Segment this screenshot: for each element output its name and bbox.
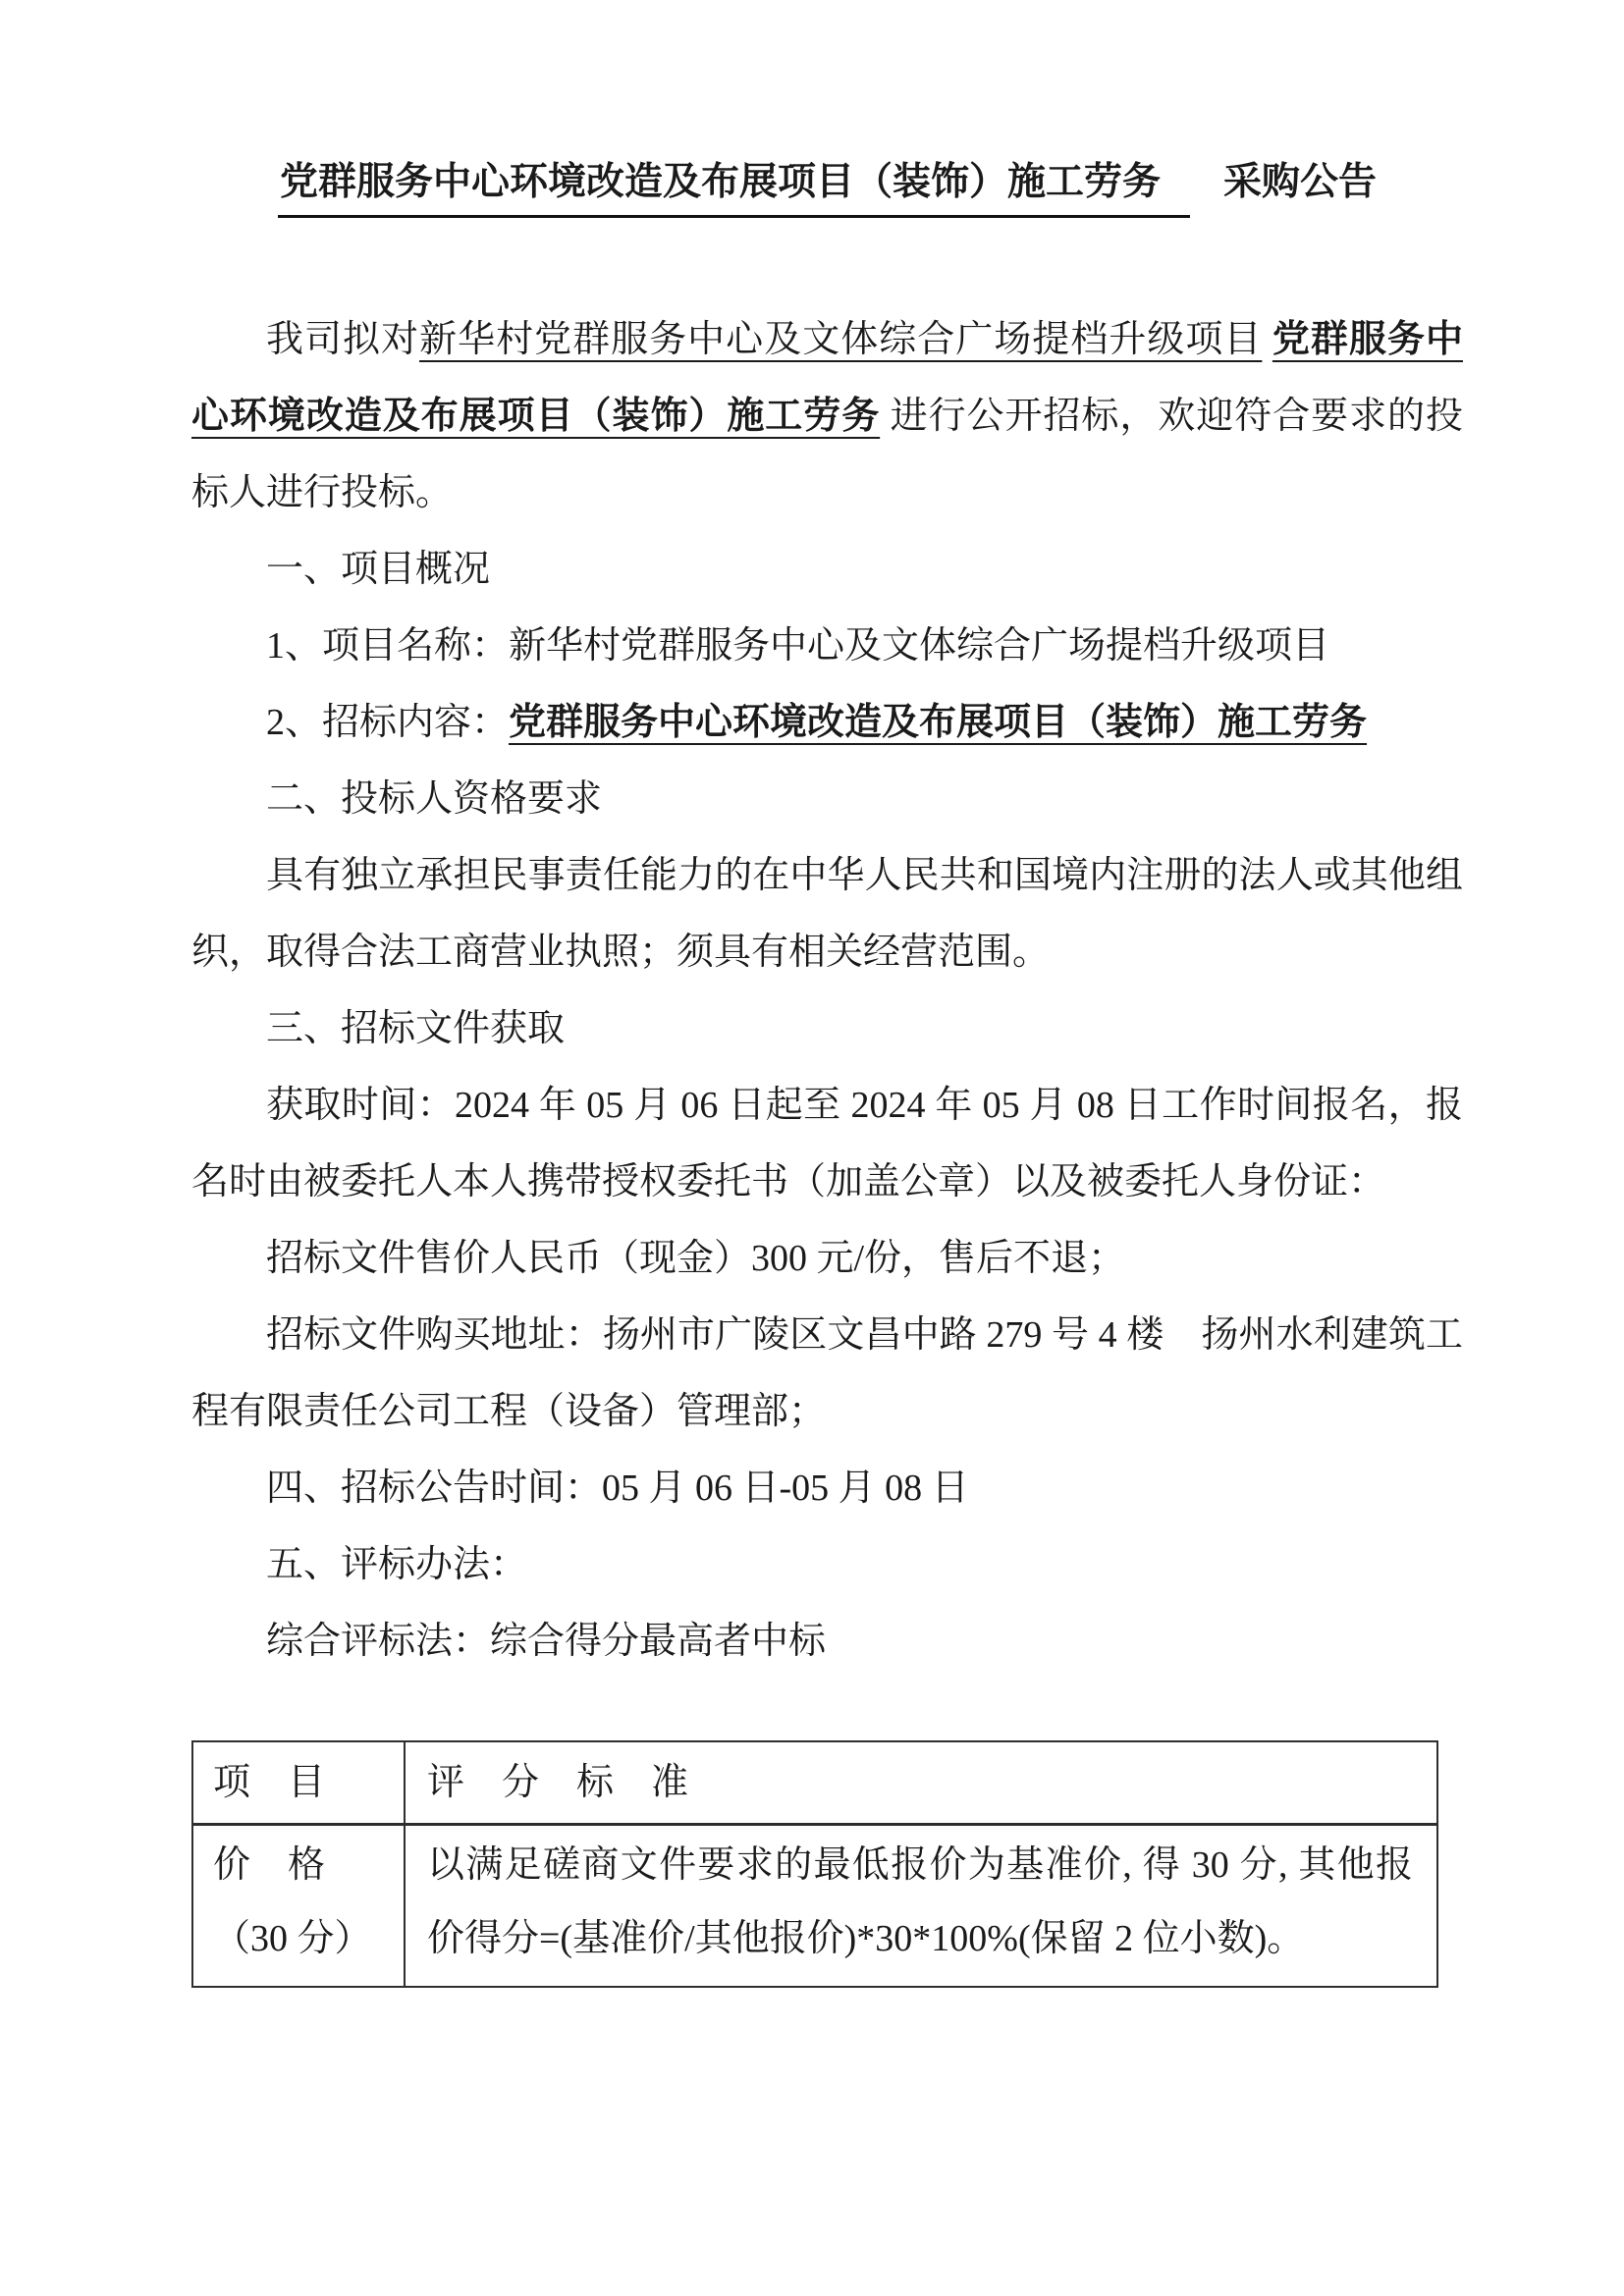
tender-content-value-bold: 党群服务中心环境改造及布展项目（装饰）施工劳务 — [509, 702, 1368, 743]
intro-lead-text: 我司拟对 — [266, 319, 420, 360]
section2-heading: 二、投标人资格要求 — [266, 778, 603, 820]
intro-tail-text: 进行公开招标，欢迎符合要求的投标人进行投标。 — [191, 396, 1463, 513]
price-item-cell — [192, 1825, 405, 1988]
section4-announcement-time: 四、招标公告时间：05 月 06 日-05 月 08 日 — [266, 1468, 969, 1509]
evaluation-criteria-table — [191, 1740, 1438, 1988]
section1-item-tender-content — [191, 684, 1463, 761]
section5-heading: 五、评标办法： — [266, 1544, 528, 1585]
price-item-score: （30 分） — [213, 1918, 372, 1959]
header-cell-criteria: 评 分 标 准 — [405, 1741, 1437, 1825]
page-title — [191, 157, 1463, 218]
table-row-price — [192, 1825, 1437, 1988]
title-project-name: 党群服务中心环境改造及布展项目（装饰）施工劳务 — [278, 157, 1190, 218]
section1-heading: 一、项目概况 — [266, 549, 491, 590]
table-header-row — [192, 1741, 1437, 1825]
document-content — [191, 0, 1463, 1988]
intro-paragraph — [191, 301, 1463, 531]
tender-content-label: 2、招标内容： — [266, 702, 510, 743]
section2-qualification-body: 具有独立承担民事责任能力的在中华人民共和国境内注册的法人或其他组织，取得合法工商营业执照；须具有相关经营范围。 — [191, 855, 1463, 973]
section3-heading: 三、招标文件获取 — [266, 1008, 566, 1049]
section3-obtain-time: 获取时间：2024 年 05 月 06 日起至 2024 年 05 月 08 日工作时间报名，报名时由被委托人本人携带授权委托书（加盖公章）以及被委托人身份证： — [191, 1085, 1463, 1202]
section3-document-price: 招标文件售价人民币（现金）300 元/份，售后不退； — [266, 1238, 1126, 1279]
intro-project-name-underlined: 新华村党群服务中心及文体综合广场提档升级项目 — [419, 319, 1263, 360]
section3-purchase-address: 招标文件购买地址：扬州市广陵区文昌中路 279 号 4 楼 扬州水利建筑工程有限责任公司工程（设备）管理部； — [191, 1314, 1463, 1432]
price-item-label: 价 格 — [213, 1844, 326, 1886]
announcement-body — [191, 301, 1463, 1680]
section5-evaluation-method: 综合评标法：综合得分最高者中标 — [266, 1621, 827, 1662]
intro-tender-name-bold: 党群服务中心环境改造及布展项目（装饰）施工劳务 — [191, 319, 1463, 437]
section1-item-project-name: 1、项目名称：新华村党群服务中心及文体综合广场提档升级项目 — [266, 625, 1330, 667]
header-cell-item: 项 目 — [192, 1741, 405, 1825]
title-doc-type: 采购公告 — [1223, 161, 1378, 203]
price-criteria-cell: 以满足磋商文件要求的最低报价为基准价, 得 30 分, 其他报价得分=(基准价/其他报价)*30*100%(保留 2 位小数)。 — [405, 1825, 1437, 1988]
